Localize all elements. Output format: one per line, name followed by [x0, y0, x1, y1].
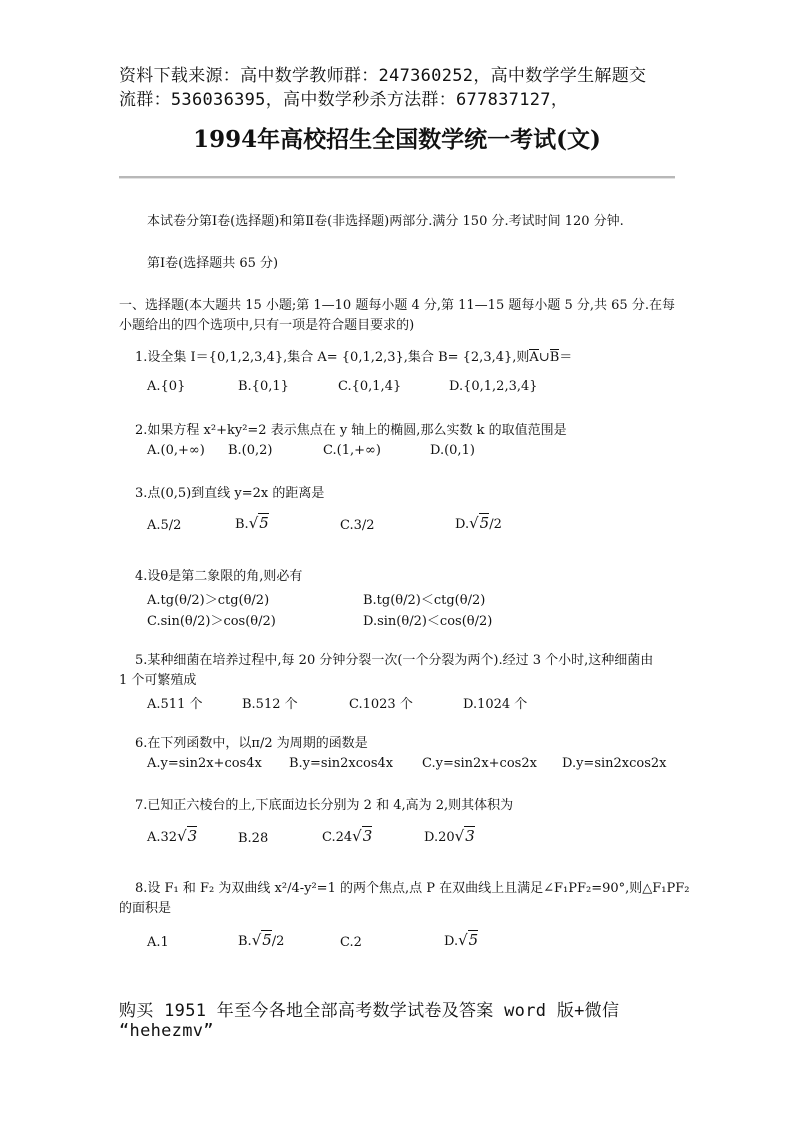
page-title: 1994年高校招生全国数学统一考试(文)	[193, 126, 601, 153]
q2-option-b: B.(0,2)	[228, 443, 273, 458]
exam-intro: 本试卷分第Ⅰ卷(选择题)和第Ⅱ卷(非选择题)两部分.满分 150 分.考试时间 120 分钟.	[147, 214, 624, 229]
header-line-2: 流群：536036395，高中数学秒杀方法群：677837127，	[119, 90, 569, 110]
q8-option-c: C.2	[340, 935, 362, 950]
question-5-stem-2: 1 个可繁殖成	[119, 673, 197, 688]
q7-option-d-label: D.20	[424, 830, 455, 845]
footer-line-1: 购买 1951 年至今各地全部高考数学试卷及答案 word 版+微信	[119, 1001, 620, 1021]
sqrt-sign: √	[454, 827, 465, 845]
q7-option-a-label: A.32	[147, 830, 178, 845]
question-8-stem-2: 的面积是	[119, 901, 172, 916]
q7-option-b: B.28	[238, 831, 269, 846]
question-1-text: 1.设全集 I＝{0,1,2,3,4},集合 A= {0,1,2,3},集合 B= {2,3,4},则	[135, 350, 530, 365]
q3-option-d-suffix: /2	[489, 517, 502, 532]
sqrt-sign: √	[251, 931, 262, 949]
sqrt-sign: √	[352, 827, 362, 845]
radicand: 3	[187, 827, 198, 845]
q5-option-b: B.512 个	[242, 697, 298, 712]
question-4-stem: 4.设θ是第二象限的角,则必有	[135, 569, 303, 584]
q8-option-b-label: B.	[238, 934, 252, 949]
radicand: 3	[465, 827, 475, 845]
q1-option-a: A.{0}	[147, 379, 186, 394]
sqrt-symbol	[455, 826, 475, 845]
q8-option-b	[238, 930, 284, 949]
q4-option-d: D.sin(θ/2)＜cos(θ/2)	[363, 614, 493, 629]
q3-option-c: C.3/2	[340, 518, 375, 533]
q2-option-a: A.(0,+∞)	[147, 443, 205, 458]
question-3-stem: 3.点(0,5)到直线 y=2x 的距离是	[135, 486, 325, 501]
q5-option-c: C.1023 个	[349, 697, 413, 712]
footer-line-2: “hehezmv”	[119, 1021, 214, 1041]
radicand: 5	[479, 514, 490, 532]
radicand: 5	[259, 514, 269, 532]
sqrt-symbol	[352, 826, 372, 845]
sqrt-symbol	[458, 930, 478, 949]
complement-a: A	[529, 350, 539, 365]
q8-option-d-label: D.	[444, 934, 459, 949]
sqrt-symbol	[252, 930, 272, 949]
header-line-1: 资料下载来源：高中数学教师群：247360252，高中数学学生解题交	[119, 66, 647, 86]
title-divider	[119, 176, 675, 178]
q1-option-c: C.{0,1,4}	[338, 379, 402, 394]
part-1-heading: 第Ⅰ卷(选择题共 65 分)	[147, 256, 279, 271]
q4-option-b: B.tg(θ/2)＜ctg(θ/2)	[363, 593, 486, 608]
sqrt-sign: √	[458, 931, 468, 949]
sqrt-sign: √	[248, 514, 259, 532]
sqrt-symbol	[249, 513, 269, 532]
q1-option-d: D.{0,1,2,3,4}	[449, 379, 538, 394]
radicand: 3	[362, 827, 373, 845]
union-symbol: ∪	[538, 350, 550, 365]
q4-option-a: A.tg(θ/2)＞ctg(θ/2)	[147, 593, 270, 608]
q8-option-a: A.1	[147, 935, 169, 950]
q8-option-d	[444, 930, 478, 949]
section-instructions-1: 一、选择题(本大题共 15 小题;第 1—10 题每小题 4 分,第 11—15 题每小题 5 分,共 65 分.在每	[119, 298, 675, 313]
question-6-stem: 6.在下列函数中，以π/2 为周期的函数是	[135, 736, 368, 751]
q5-option-d: D.1024 个	[463, 697, 528, 712]
complement-b: B	[549, 350, 560, 365]
sqrt-symbol	[469, 513, 489, 532]
q3-option-d-label: D.	[455, 517, 470, 532]
q6-option-b: B.y=sin2xcos4x	[289, 756, 394, 771]
question-8-stem-1: 8.设 F₁ 和 F₂ 为双曲线 x²/4-y²=1 的两个焦点,点 P 在双曲线上且满足∠F₁PF₂=90°,则△F₁PF₂	[135, 881, 690, 896]
sqrt-symbol	[177, 826, 197, 845]
q2-option-d: D.(0,1)	[430, 443, 475, 458]
q6-option-a: A.y=sin2x+cos4x	[147, 756, 262, 771]
question-7-stem: 7.已知正六棱台的上,下底面边长分别为 2 和 4,高为 2,则其体积为	[135, 798, 514, 813]
q3-option-b	[235, 513, 269, 532]
q4-option-c: C.sin(θ/2)＞cos(θ/2)	[147, 614, 276, 629]
q6-option-c: C.y=sin2x+cos2x	[422, 756, 537, 771]
question-5-stem-1: 5.某种细菌在培养过程中,每 20 分钟分裂一次(一个分裂为两个).经过 3 个小时,这种细菌由	[135, 653, 654, 668]
section-instructions-2: 小题给出的四个选项中,只有一项是符合题目要求的)	[119, 318, 415, 333]
sqrt-sign: √	[469, 514, 479, 532]
q3-option-b-label: B.	[235, 517, 249, 532]
q1-option-b: B.{0,1}	[238, 379, 289, 394]
q7-option-a	[147, 826, 197, 845]
q6-option-d: D.y=sin2xcos2x	[562, 756, 667, 771]
question-2-stem: 2.如果方程 x²+ky²=2 表示焦点在 y 轴上的椭圆,那么实数 k 的取值范围是	[135, 423, 567, 438]
equals-sign: ＝	[559, 350, 573, 365]
q5-option-a: A.511 个	[147, 697, 203, 712]
q7-option-c	[322, 826, 372, 845]
q3-option-a: A.5/2	[147, 518, 182, 533]
q8-option-b-suffix: /2	[271, 934, 285, 949]
sqrt-sign: √	[177, 827, 187, 845]
radicand: 5	[468, 931, 479, 949]
q7-option-c-label: C.24	[322, 830, 353, 845]
q7-option-d	[424, 826, 475, 845]
question-1-stem	[135, 348, 572, 368]
q2-option-c: C.(1,+∞)	[323, 443, 381, 458]
radicand: 5	[262, 931, 272, 949]
q3-option-d	[455, 513, 502, 532]
